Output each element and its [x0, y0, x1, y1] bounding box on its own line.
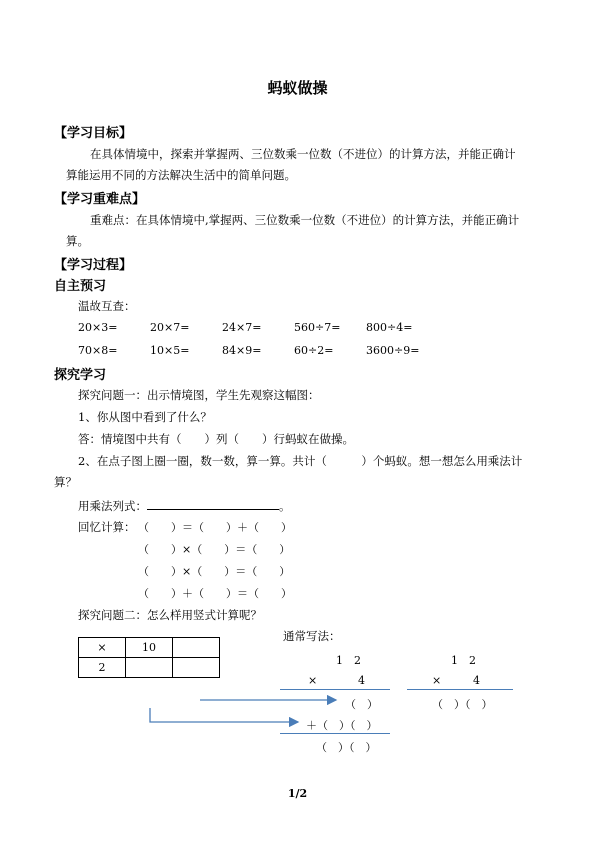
review-item: 84×9=	[222, 344, 262, 357]
vertical-calc-1-top: 1 2	[336, 654, 361, 667]
vertical-calc-1-partial-2: ＋（ ）（ ）	[306, 719, 378, 732]
table-row	[79, 658, 220, 678]
vertical-calc-2-result: （ ）（ ）	[432, 698, 493, 711]
table-cell: ×	[79, 638, 126, 658]
table-cell: 10	[126, 638, 173, 658]
table-row	[79, 638, 220, 658]
formula-blank[interactable]	[147, 497, 279, 510]
goal-heading: 【学习目标】	[54, 126, 133, 141]
arrow-to-partial-2	[150, 708, 298, 722]
explore-question-2: 探究问题二：怎么样用竖式计算呢？	[78, 608, 262, 622]
vertical-calc-1-multiplier: 4	[358, 674, 365, 687]
process-heading: 【学习过程】	[54, 258, 133, 273]
explore-answer-1: 答：情境图中共有（ ）列（ ）行蚂蚁在做操。	[78, 432, 354, 446]
formula-end: 。	[279, 499, 291, 513]
review-item: 560÷7=	[294, 321, 341, 334]
explore-prompt-2b: 算？	[54, 475, 77, 489]
explore-heading: 探究学习	[54, 368, 107, 383]
review-item: 10×5=	[150, 344, 190, 357]
review-item: 70×8=	[78, 344, 118, 357]
recall-line: （ ）＝（ ）＋（ ）	[138, 521, 292, 534]
table-cell: 2	[79, 658, 126, 678]
recall-label: 回忆计算：	[78, 520, 136, 534]
vertical-calc-1-times: ×	[308, 674, 318, 687]
multiplication-table	[78, 637, 220, 678]
review-item: 800÷4=	[366, 321, 413, 334]
table-cell	[126, 658, 173, 678]
recall-line: （ ）＋（ ）＝（ ）	[138, 587, 292, 600]
page-title: 蚂蚁做操	[267, 79, 328, 97]
key-text-line2: 算。	[66, 234, 89, 248]
review-item: 20×3=	[78, 321, 118, 334]
vertical-calc-2-multiplier: 4	[473, 674, 480, 687]
vertical-calc-1-rule-2	[280, 733, 390, 734]
review-item: 20×7=	[150, 321, 190, 334]
table-cell	[173, 658, 220, 678]
explore-question-1: 探究问题一：出示情境图，学生先观察这幅图：	[78, 388, 320, 402]
review-item: 3600÷9=	[366, 344, 420, 357]
vertical-calc-1-result: （ ）（ ）	[316, 741, 377, 754]
explore-prompt-1: 1、你从图中看到了什么？	[78, 410, 212, 424]
vertical-calc-2-times: ×	[432, 674, 442, 687]
vertical-calc-2-top: 1 2	[451, 654, 476, 667]
preview-heading: 自主预习	[54, 279, 107, 294]
recall-line: （ ）×（ ）＝（ ）	[138, 543, 291, 556]
vertical-calc-1-partial-1: （ ）	[345, 698, 378, 711]
table-cell	[173, 638, 220, 658]
goal-text-line2: 算能运用不同的方法解决生活中的简单问题。	[66, 168, 296, 182]
vertical-calc-2-rule	[407, 689, 513, 690]
review-item: 24×7=	[222, 321, 262, 334]
explore-prompt-2a: 2、在点子图上圈一圈，数一数，算一算。共计（ ）个蚂蚁。想一想怎么用乘法计	[78, 454, 523, 468]
formula-label: 用乘法列式：	[78, 499, 147, 513]
goal-text-line1: 在具体情境中，探索并掌握两、三位数乘一位数（不进位）的计算方法，并能正确计	[90, 147, 516, 161]
recall-line: （ ）×（ ）＝（ ）	[138, 565, 291, 578]
page-number: 1/2	[287, 787, 308, 800]
usual-method-label: 通常写法：	[283, 629, 341, 643]
key-heading: 【学习重难点】	[54, 192, 146, 207]
key-text-line1: 重难点：在具体情境中,掌握两、三位数乘一位数（不进位）的计算方法，并能正确计	[90, 213, 520, 227]
formula-line	[78, 497, 291, 514]
vertical-calc-1-rule-1	[280, 689, 390, 690]
review-item: 60÷2=	[294, 344, 334, 357]
preview-intro: 温故互查：	[78, 299, 136, 313]
